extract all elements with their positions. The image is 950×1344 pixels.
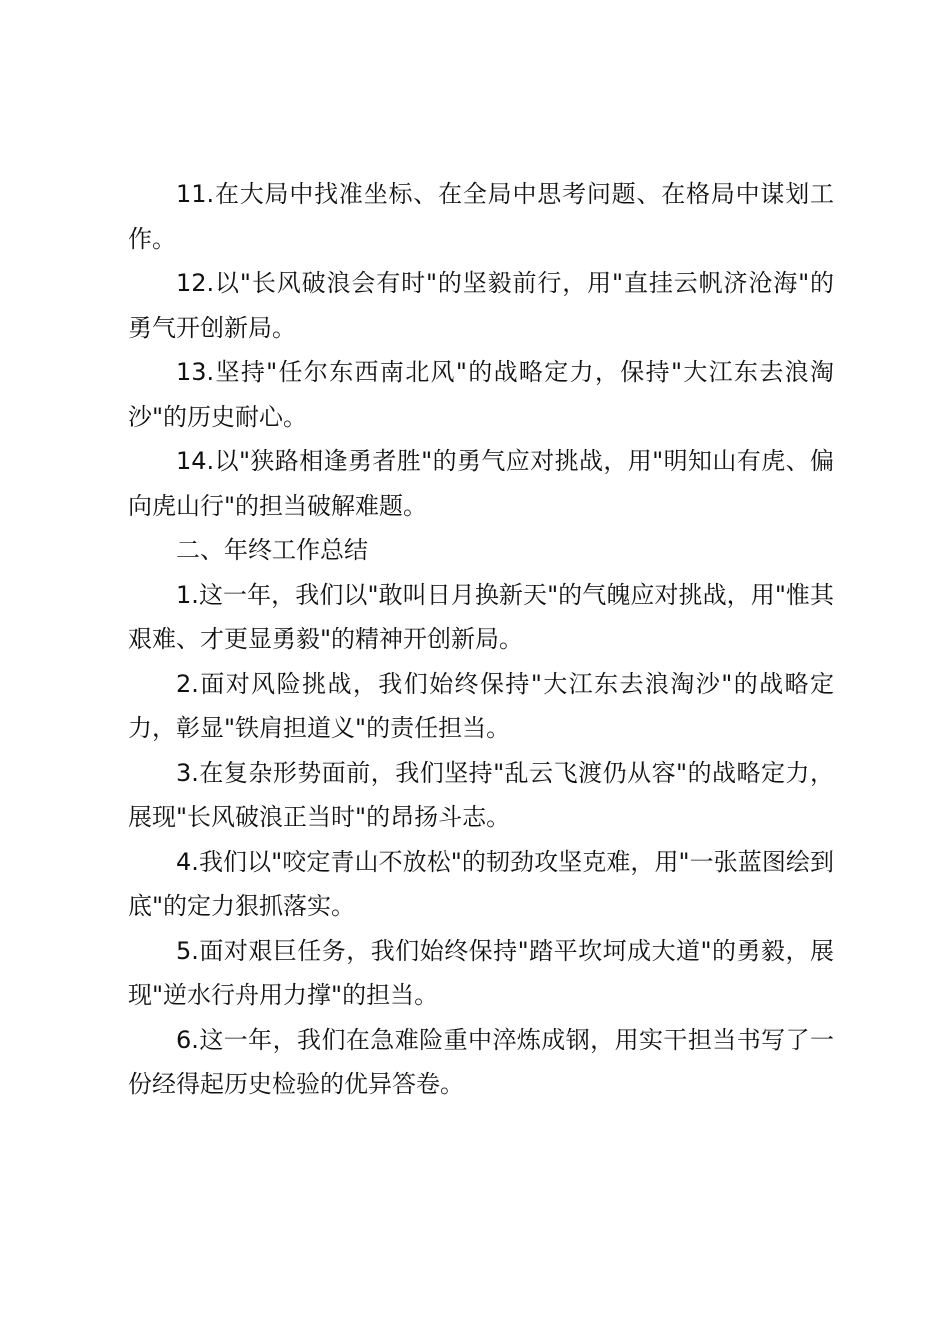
paragraph-item-14: 14.以"狭路相逢勇者胜"的勇气应对挑战，用"明知山有虎、偏向虎山行"的担当破解难题。 bbox=[128, 447, 834, 520]
paragraph-item-2: 2.面对风险挑战，我们始终保持"大江东去浪淘沙"的战略定力，彰显"铁肩担道义"的责任担当。 bbox=[128, 669, 834, 742]
paragraph-item-4: 4.我们以"咬定青山不放松"的韧劲攻坚克难，用"一张蓝图绘到底"的定力狠抓落实。 bbox=[128, 847, 834, 920]
paragraph-item-1: 1.这一年，我们以"敢叫日月换新天"的气魄应对挑战，用"惟其艰难、才更显勇毅"的精神开创新局。 bbox=[128, 580, 834, 653]
paragraph-item-6: 6.这一年，我们在急难险重中淬炼成钢，用实干担当书写了一份经得起历史检验的优异答卷。 bbox=[128, 1025, 834, 1098]
paragraph-item-5: 5.面对艰巨任务，我们始终保持"踏平坎坷成大道"的勇毅，展现"逆水行舟用力撑"的担当。 bbox=[128, 936, 834, 1009]
paragraph-item-13: 13.坚持"任尔东西南北风"的战略定力，保持"大江东去浪淘沙"的历史耐心。 bbox=[128, 358, 834, 431]
paragraph-item-12: 12.以"长风破浪会有时"的坚毅前行，用"直挂云帆济沧海"的勇气开创新局。 bbox=[128, 269, 834, 342]
paragraph-item-3: 3.在复杂形势面前，我们坚持"乱云飞渡仍从容"的战略定力，展现"长风破浪正当时"的昂扬斗志。 bbox=[128, 758, 834, 831]
paragraph-item-11: 11.在大局中找准坐标、在全局中思考问题、在格局中谋划工作。 bbox=[128, 180, 834, 253]
document-body bbox=[128, 172, 834, 1107]
section-heading-year-end-summary: 二、年终工作总结 bbox=[176, 536, 368, 564]
